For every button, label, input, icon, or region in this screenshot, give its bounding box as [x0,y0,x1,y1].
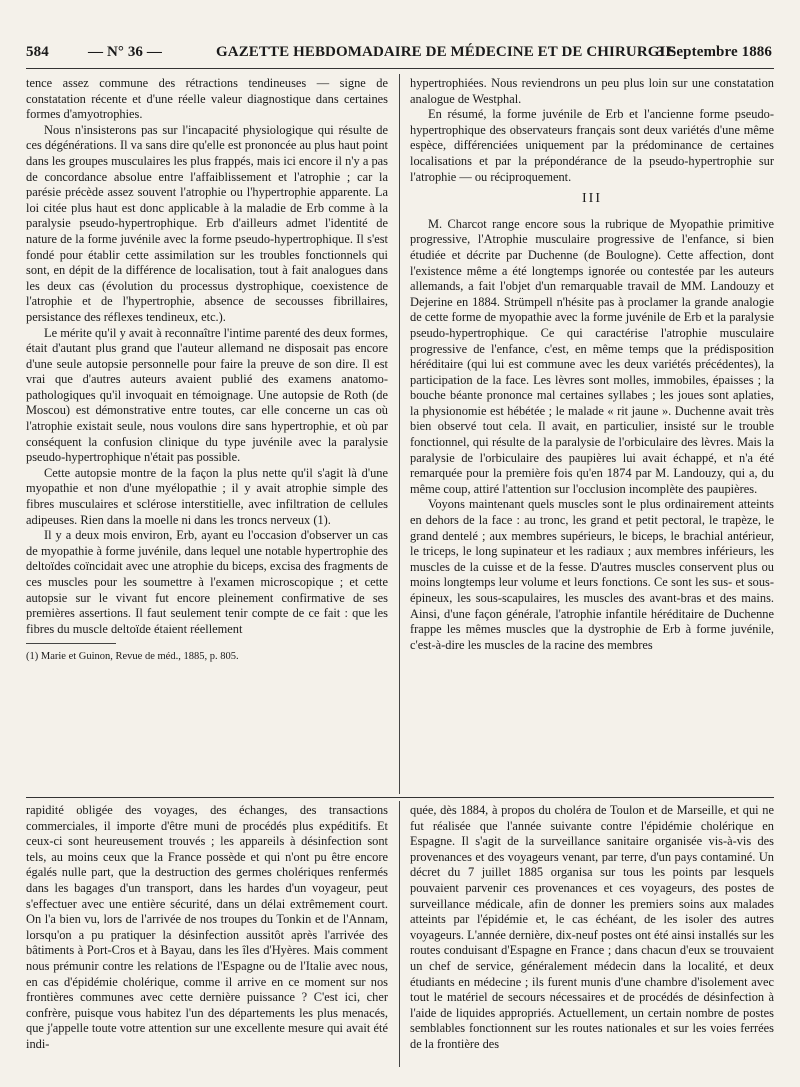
lower-left-column [26,803,388,1067]
paragraph: Nous n'insisterons pas sur l'incapacité physiologique qui résulte de ces dégénérations. Il va sans dire qu'elle est prononcée au plus haut point dans les groupes musculaires les plus frappés, mais ici encore il n'y a pas de concordance absolue entre l'affaiblissement et l'atrophie ; car la parésie précède assez souvent l'atrophie ou l'hypertrophie apparente. La loi citée plus haut est donc applicable à la maladie de Erb comme à la paralysie pseudo-hypertrophique. Erb d'ailleurs admet l'identité de nature de la forme juvénile avec la forme pseudo-hypertrophique. Il s'est fondé pour établir cette assimilation sur les troubles fonctionnels qui sont, en dépit de la différence de localisation, tout à fait analogues dans les deux cas (évolution du processus dystrophique, coexistence de l'atrophie et de l'hypertrophie, absence de secousses fibrillaires, persistance des réflexes tendineux, etc.). [26,122,388,324]
lower-right-column [410,803,774,1067]
footnote: (1) Marie et Guinon, Revue de méd., 1885, p. 805. [26,651,239,663]
paragraph: Voyons maintenant quels muscles sont le plus ordinairement atteints en dehors de la face : au tronc, les grand et petit pectoral, le trapèze, le grand dentelé ; aux membres supérieurs, le biceps, le brachial antérieur, le triceps, le long supinateur et les radiaux ; aux membres inférieurs, les muscles de la cuisse et de la fesse. D'autres muscles conservent plus ou moins longtemps leur volume et leurs fonctions. Ce sont les sus- et sous-épineux, les sous-scapulaires, les muscles des avant-bras et des mains. Ainsi, d'une façon générale, l'atrophie infantile héréditaire de Duchenne frappe les mêmes muscles que la dystrophie de Erb à forme juvénile, c'est-à-dire les muscles de la racine des membres [410,497,774,652]
paragraph: Cette autopsie montre de la façon la plus nette qu'il s'agit là d'une myopathie et non d'une myélopathie ; il y avait atrophie simple des fibres musculaires et sclérose interstitielle, avec infiltration de cellules adipeuses. Rien dans la moelle ni dans les troncs nerveux (1). [26,465,388,527]
upper-left-column [26,76,388,792]
paragraph: tence assez commune des rétractions tendineuses — signe de constatation récente et d'une réelle valeur diagnostique dans certaines formes d'amyotrophies. [26,76,388,122]
paragraph: quée, dès 1884, à propos du choléra de Toulon et de Marseille, et qui ne fut réalisée que l'année suivante contre l'épidémie cholérique en Espagne. Il s'agit de la surveillance sanitaire organisée vis-à-vis des provenances et des voyageurs venant, par terre, d'un pays contaminé. Un décret du 7 juillet 1885 organisa sur tous les points par lesquels pouvaient parvenir ces provenances et ces voyageurs, des postes de surveillance médicale, afin de donner les premiers soins aux malades atteints par l'épidémie et, le cas échéant, de les isoler des autres voyageurs. L'année dernière, dix-neuf postes ont été ainsi installés sur les routes conduisant d'Espagne en France ; dans chacun d'eux se trouvaient un chef de service, généralement médecin dans la localité, et deux étudiants en médecine ; ils furent munis d'une chambre d'isolement avec tout le matériel de secours nécessaires et de procédés de désinfection à l'aide de liquides appropriés. Actuellement, un certain nombre de postes semblables fonctionnent sur les routes nationales et sur les voies ferrées de la frontière des [410,803,774,1051]
footnote-rule [26,643,116,644]
page-number: 584 [26,44,49,60]
journal-title: GAZETTE HEBDOMADAIRE DE MÉDECINE ET DE CHIRURGIE [216,44,676,60]
issue-number: — N° 36 — [88,44,162,60]
paragraph: Le mérite qu'il y avait à reconnaître l'intime parenté des deux formes, était d'autant plus grand que l'auteur allemand ne disposait pas encore d'une seule autopsie personnelle pour faire la preuve de son dire. Il est vrai que d'autres auteurs avaient publié des examens anatomo-pathologiques qu'il invoquait en témoignage. Une autopsie de Roth (de Moscou) est démonstrative entre toutes, car elle concerne un cas où l'atrophie existait seule, nous voulons dire sans hypertrophie, et où par conséquent la confusion clinique du type juvénile avec la paralysie pseudo-hypertrophique n'était pas possible. [26,325,388,465]
paragraph: En résumé, la forme juvénile de Erb et l'ancienne forme pseudo-hypertrophique des observateurs français sont deux variétés d'une même espèce, différenciées uniquement par la prédominance de certaines localisations et par la prépondérance de la pseudo-hypertrophie sur l'atrophie — ou réciproquement. [410,107,774,184]
paragraph: Il y a deux mois environ, Erb, ayant eu l'occasion d'observer un cas de myopathie à forme juvénile, dans lequel une notable hypertrophie des deltoïdes coïncidait avec une atrophie du biceps, excisa des fragments de ces muscles pour les soumettre à l'examen microscopique ; et cette autopsie sur le vivant fut encore pleinement confirmative de ses premières assertions. Il faut seulement tenir compte de ce fait : que les fibres du muscle deltoïde étaient réellement [26,528,388,636]
section-rule [26,797,774,798]
issue-date: 3 Septembre 1886 [656,44,772,60]
column-divider [399,74,400,794]
section-heading: III [582,191,602,207]
paragraph: M. Charcot range encore sous la rubrique de Myopathie primitive progressive, l'Atrophie musculaire progressive de l'enfance, si bien étudiée et décrite par Duchenne (de Boulogne). Cette affection, dont l'existence même a été longtemps ignorée ou contestée par les auteurs allemands, a fait l'objet d'un remarquable travail de MM. Landouzy et Dejerine en 1884. Strümpell n'hésite pas à proclamer la grande analogie de cette forme de myopathie avec la forme juvénile de Erb et la paralysie pseudo-hypertrophique. Ce qui caractérise l'atrophie musculaire progressive de l'enfance, c'est, en même temps que la prédisposition héréditaire (qui lui est commune avec les deux variétés précédentes), la participation de la face. Les lèvres sont molles, immobiles, épaisses ; la bouche béante prononce mal certaines syllabes ; les joues sont aplaties, la physionomie est hébétée ; le malade « rit jaune ». Duchenne avait très bien observé tout cela. Il avait, en particulier, insisté sur le trouble fonctionnel, qui résulte de la paralysie de l'orbiculaire des lèvres. Mais la paralysie de l'orbiculaire des paupières lui avait échappé, et n'a été remarquée pour la première fois qu'en 1874 par M. Landouzy, qui a, du même coup, attiré l'attention sur l'occlusion incomplète des paupières. [410,216,774,496]
paragraph: rapidité obligée des voyages, des échanges, des transactions commerciales, il importe d'être muni de procédés plus expéditifs. Et ceux-ci sont heureusement trouvés ; les appareils à désinfection sont tels, au moins ceux que la France possède et qui n'ont pu être encore égalés nulle part, que la destruction des germes cholériques renfermés dans les bagages d'un transport, dans les hardes d'un voyageur, peut s'effectuer avec une entière sécurité, dans un délai extrêmement court. On l'a bien vu, lors de l'arrivée de nos troupes du Tonkin et de l'Annam, lorsqu'on a pu pratiquer la désinfection aussitôt après l'arrivée des bâtiments à Port-Cros et à Bayau, dans les îles d'Hyères. Mais comment nous prémunir contre les relations de l'Espagne ou de l'Italie avec nous, en cas d'épidémie cholérique, comme il arrive en ce moment sur nos frontières communes avec cette dernière puissance ? C'est ici, cher confrère, puisque vous habitez l'un des départements les plus menacés, que j'appelle toute votre attention sur une excellente mesure qui avait été indi- [26,803,388,1051]
header-rule [26,68,774,69]
page-header [26,42,774,68]
paragraph: hypertrophiées. Nous reviendrons un peu plus loin sur une constatation analogue de Westphal. [410,76,774,106]
upper-right-column [410,76,774,792]
column-divider [399,801,400,1067]
